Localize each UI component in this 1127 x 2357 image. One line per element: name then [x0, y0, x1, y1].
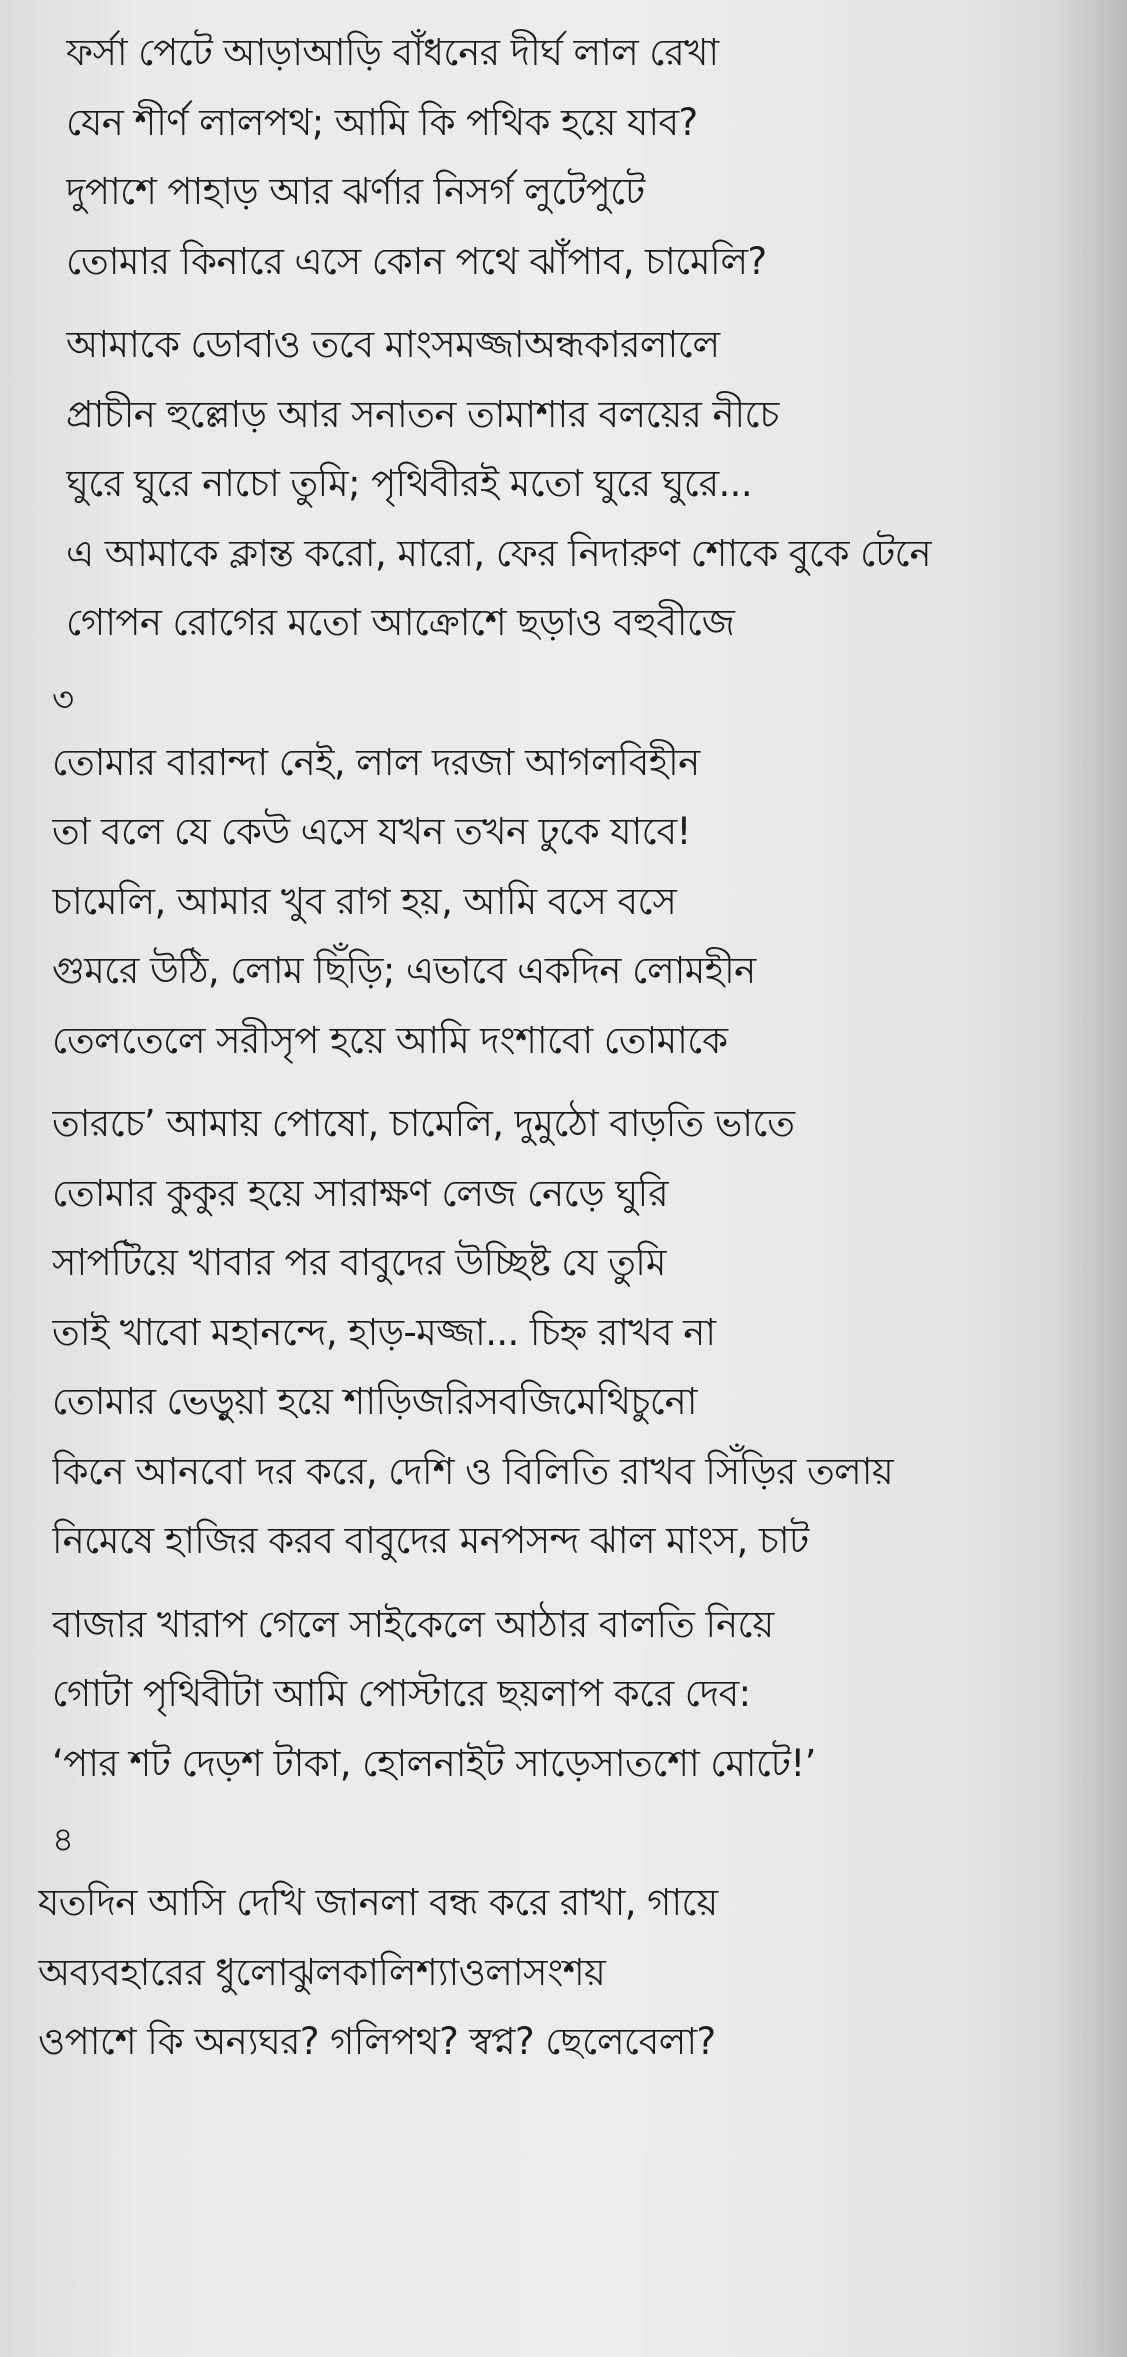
poem-line: অব্যবহারের ধুলোঝুলকালিশ্যাওলাসংশয়: [38, 1950, 606, 1994]
poem-line: গোপন রোগের মতো আক্রোশে ছড়াও বহুবীজে: [66, 601, 735, 644]
poem-line: তোমার কুকুর হয়ে সারাক্ষণ লেজ নেড়ে ঘুরি: [52, 1171, 668, 1215]
poem-line: ফর্সা পেটে আড়াআড়ি বাঁধনের দীর্ঘ লাল রেখা: [66, 31, 719, 74]
poem-line: তাই খাবো মহানন্দে, হাড়-মজ্জা... চিহ্ন রাখব না: [52, 1310, 716, 1354]
poem-line: ওপাশে কি অন্যঘর? গলিপথ? স্বপ্ন? ছেলেবেলা?: [38, 2020, 716, 2063]
poem-line: তা বলে যে কেউ এসে যখন তখন ঢুকে যাবে!: [52, 810, 691, 853]
section-3-stanza-2: [38, 1089, 1108, 1576]
poem-line: আমাকে ডোবাও তবে মাংসমজ্জাঅন্ধকারলালে: [66, 323, 720, 366]
poem-line: প্রাচীন হুল্লোড় আর সনাতন তামাশার বলয়ের নীচে: [66, 392, 779, 436]
section-number-4: ৪: [52, 1820, 75, 1860]
poem-line: বাজার খারাপ গেলে সাইকেলে আঠার বালতি নিয়ে: [52, 1602, 774, 1646]
poem-line: ঘুরে ঘুরে নাচো তুমি; পৃথিবীরই মতো ঘুরে ঘুরে...: [66, 462, 752, 505]
poem-line: নিমেষে হাজির করব বাবুদের মনপসন্দ ঝাল মাংস, চাট: [52, 1519, 809, 1562]
poem-line: যেন শীর্ণ লালপথ; আমি কি পথিক হয়ে যাব?: [66, 100, 698, 144]
poem-line: যতদিন আসি দেখি জানলা বন্ধ করে রাখা, গায়ে: [38, 1881, 718, 1924]
section-number-3: ৩: [52, 679, 75, 720]
poem-text: [38, 18, 1108, 2091]
poem-line: গুমরে উঠি, লোম ছিঁড়ি; এভাবে একদিন লোমহীন: [52, 949, 756, 992]
poem-line: তারচে’ আমায় পোষো, চামেলি, দুমুঠো বাড়তি ভাতে: [52, 1102, 795, 1145]
stanza-2: [38, 310, 1108, 658]
poem-line: কিনে আনবো দর করে, দেশি ও বিলিতি রাখব সিঁড়ির তলায়: [52, 1449, 894, 1493]
poem-line: গোটা পৃথিবীটা আমি পোস্টারে ছয়লাপ করে দেব:: [52, 1672, 751, 1715]
poem-line: চামেলি, আমার খুব রাগ হয়, আমি বসে বসে: [52, 879, 677, 923]
poem-line: সাপটিয়ে খাবার পর বাবুদের উচ্ছিষ্ট যে তুমি: [52, 1241, 666, 1284]
section-4-stanza-1: [38, 1868, 1108, 2077]
poem-line: তোমার কিনারে এসে কোন পথে ঝাঁপাব, চামেলি?: [66, 239, 767, 283]
section-3-stanza-3: [38, 1590, 1108, 1799]
poem-line: তেলতেলে সরীসৃপ হয়ে আমি দংশাবো তোমাকে: [52, 1018, 728, 1062]
section-3-stanza-1: [38, 728, 1108, 1076]
poem-line: দুপাশে পাহাড় আর ঝর্ণার নিসর্গ লুটেপুটে: [66, 170, 645, 213]
poem-line: তোমার ভেড়ুয়া হয়ে শাড়িজরিসবজিমেথিচুনো: [52, 1380, 697, 1423]
poem-line: এ আমাকে ক্লান্ত করো, মারো, ফের নিদারুণ শোকে বুকে টেনে: [66, 531, 932, 575]
stanza-1: [38, 18, 1108, 296]
poem-line: ‘পার শট দেড়শ টাকা, হোলনাইট সাড়েসাতশো মোটে!’: [52, 1741, 816, 1785]
poem-line: তোমার বারান্দা নেই, লাল দরজা আগলবিহীন: [52, 740, 700, 784]
